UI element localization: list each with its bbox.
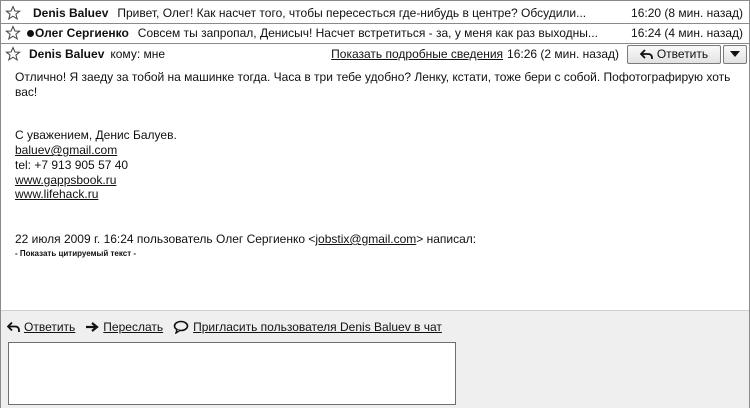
- star-icon[interactable]: [5, 5, 21, 21]
- more-actions-dropdown[interactable]: [723, 45, 747, 64]
- star-icon[interactable]: [5, 25, 21, 41]
- message-snippet: Совсем ты запропал, Денисыч! Насчет встретиться - за, у меня как раз выходны...: [137, 26, 598, 40]
- message-text: Отлично! Я заеду за тобой на машинке тогда. Часа в три тебе удобно? Ленку, кстати, тоже бери с собой. Пофотографирую хоть вас!: [15, 70, 731, 99]
- message-time: 16:26 (2 мин. назад): [507, 47, 619, 61]
- signature-site-link[interactable]: www.gappsbook.ru: [15, 172, 117, 187]
- quote-prefix: 22 июля 2009 г. 16:24 пользователь Олег Сергиенко <: [15, 231, 316, 246]
- unread-dot-icon: [27, 30, 34, 37]
- signature-site-link[interactable]: www.lifehack.ru: [15, 187, 99, 202]
- signature-regards: С уважением, Денис Балуев.: [15, 128, 177, 143]
- recipient-text: кому: мне: [110, 47, 166, 61]
- reply-button[interactable]: [627, 45, 721, 64]
- quote-suffix: > написал:: [416, 231, 477, 246]
- quote-header: [15, 232, 735, 247]
- message-time: 16:20 (8 мин. назад): [631, 6, 743, 20]
- message-time: 16:24 (4 мин. назад): [631, 26, 743, 40]
- chat-bubble-icon: [173, 320, 189, 334]
- reply-button-label: Ответить: [656, 47, 709, 61]
- message-sender: Олег Сергиенко: [35, 26, 129, 40]
- reply-link[interactable]: [7, 320, 75, 334]
- message-snippet: Привет, Олег! Как насчет того, чтобы пересесться где-нибудь в центре? Обсудили...: [117, 6, 587, 20]
- message-header: [1, 44, 749, 64]
- invite-to-chat-label: Пригласить пользователя Denis Baluev в чат: [193, 320, 442, 334]
- message-sender: Denis Baluev: [33, 6, 109, 20]
- message-sender: Denis Baluev: [29, 47, 105, 61]
- reply-arrow-icon: [640, 49, 653, 60]
- collapsed-message-1[interactable]: [1, 3, 749, 24]
- reply-link-label: Ответить: [24, 320, 76, 334]
- star-icon[interactable]: [5, 46, 21, 62]
- reply-arrow-icon: [7, 321, 20, 333]
- forward-link[interactable]: [85, 320, 163, 334]
- collapsed-message-2[interactable]: [1, 23, 749, 44]
- chevron-down-icon: [730, 51, 740, 57]
- quote-email-link[interactable]: jobstix@gmail.com: [315, 231, 417, 246]
- quick-reply-box[interactable]: [8, 342, 456, 405]
- action-links: [7, 320, 442, 334]
- forward-arrow-icon: [85, 321, 99, 333]
- show-quoted-text-link[interactable]: - Показать цитируемый текст -: [15, 248, 137, 258]
- show-details-link[interactable]: Показать подробные сведения: [331, 47, 504, 61]
- signature-phone: tel: +7 913 905 57 40: [15, 157, 129, 172]
- forward-link-label: Переслать: [103, 320, 164, 334]
- reply-action-bar: [1, 310, 749, 408]
- signature-email-link[interactable]: baluev@gmail.com: [15, 143, 118, 158]
- message-body: [15, 70, 735, 261]
- invite-to-chat-link[interactable]: [173, 320, 442, 334]
